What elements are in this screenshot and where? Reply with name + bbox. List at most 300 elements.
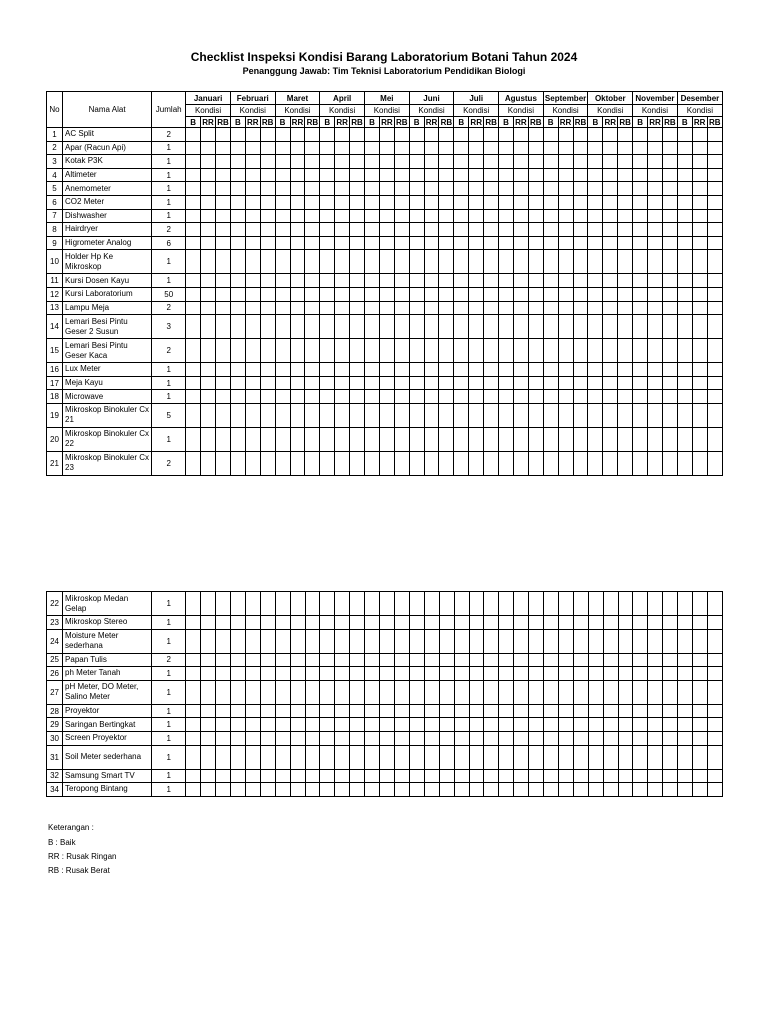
condition-check-cell[interactable] <box>707 168 722 182</box>
condition-check-cell[interactable] <box>544 592 559 616</box>
condition-check-cell[interactable] <box>663 653 678 667</box>
condition-check-cell[interactable] <box>513 274 528 288</box>
condition-check-cell[interactable] <box>394 315 409 339</box>
condition-check-cell[interactable] <box>320 592 335 616</box>
condition-check-cell[interactable] <box>409 451 424 475</box>
condition-check-cell[interactable] <box>678 718 693 732</box>
condition-check-cell[interactable] <box>245 667 260 681</box>
condition-check-cell[interactable] <box>499 390 514 404</box>
condition-check-cell[interactable] <box>335 403 350 427</box>
condition-check-cell[interactable] <box>544 745 559 769</box>
condition-check-cell[interactable] <box>633 223 648 237</box>
condition-check-cell[interactable] <box>543 274 558 288</box>
condition-check-cell[interactable] <box>394 182 409 196</box>
condition-check-cell[interactable] <box>201 629 216 653</box>
condition-check-cell[interactable] <box>648 195 663 209</box>
condition-check-cell[interactable] <box>335 128 350 142</box>
condition-check-cell[interactable] <box>469 745 484 769</box>
condition-check-cell[interactable] <box>201 451 216 475</box>
condition-check-cell[interactable] <box>409 667 424 681</box>
condition-check-cell[interactable] <box>469 667 484 681</box>
condition-check-cell[interactable] <box>663 592 678 616</box>
condition-check-cell[interactable] <box>528 168 543 182</box>
condition-check-cell[interactable] <box>618 195 633 209</box>
condition-check-cell[interactable] <box>573 182 588 196</box>
condition-check-cell[interactable] <box>245 718 260 732</box>
condition-check-cell[interactable] <box>499 616 514 630</box>
condition-check-cell[interactable] <box>275 315 290 339</box>
condition-check-cell[interactable] <box>633 718 648 732</box>
condition-check-cell[interactable] <box>320 236 335 250</box>
condition-check-cell[interactable] <box>588 168 603 182</box>
condition-check-cell[interactable] <box>499 168 514 182</box>
condition-check-cell[interactable] <box>350 592 365 616</box>
condition-check-cell[interactable] <box>320 182 335 196</box>
condition-check-cell[interactable] <box>618 704 633 718</box>
condition-check-cell[interactable] <box>603 195 618 209</box>
condition-check-cell[interactable] <box>454 315 469 339</box>
condition-check-cell[interactable] <box>618 427 633 451</box>
condition-check-cell[interactable] <box>245 301 260 315</box>
condition-check-cell[interactable] <box>588 592 603 616</box>
condition-check-cell[interactable] <box>469 250 484 274</box>
condition-check-cell[interactable] <box>424 616 439 630</box>
condition-check-cell[interactable] <box>409 274 424 288</box>
condition-check-cell[interactable] <box>618 745 633 769</box>
condition-check-cell[interactable] <box>648 376 663 390</box>
condition-check-cell[interactable] <box>588 223 603 237</box>
condition-check-cell[interactable] <box>529 667 544 681</box>
condition-check-cell[interactable] <box>543 155 558 169</box>
condition-check-cell[interactable] <box>231 783 246 797</box>
condition-check-cell[interactable] <box>544 680 559 704</box>
condition-check-cell[interactable] <box>186 274 201 288</box>
condition-check-cell[interactable] <box>305 301 320 315</box>
condition-check-cell[interactable] <box>350 376 365 390</box>
condition-check-cell[interactable] <box>201 287 216 301</box>
condition-check-cell[interactable] <box>439 250 454 274</box>
condition-check-cell[interactable] <box>573 209 588 223</box>
condition-check-cell[interactable] <box>618 315 633 339</box>
condition-check-cell[interactable] <box>588 629 603 653</box>
condition-check-cell[interactable] <box>469 783 484 797</box>
condition-check-cell[interactable] <box>260 274 275 288</box>
condition-check-cell[interactable] <box>335 427 350 451</box>
condition-check-cell[interactable] <box>275 209 290 223</box>
condition-check-cell[interactable] <box>588 718 603 732</box>
condition-check-cell[interactable] <box>678 769 693 783</box>
condition-check-cell[interactable] <box>573 451 588 475</box>
condition-check-cell[interactable] <box>230 376 245 390</box>
condition-check-cell[interactable] <box>484 223 499 237</box>
condition-check-cell[interactable] <box>633 274 648 288</box>
condition-check-cell[interactable] <box>365 390 380 404</box>
condition-check-cell[interactable] <box>693 653 708 667</box>
condition-check-cell[interactable] <box>484 274 499 288</box>
condition-check-cell[interactable] <box>365 128 380 142</box>
condition-check-cell[interactable] <box>424 704 439 718</box>
condition-check-cell[interactable] <box>320 315 335 339</box>
condition-check-cell[interactable] <box>290 667 305 681</box>
condition-check-cell[interactable] <box>692 287 707 301</box>
condition-check-cell[interactable] <box>618 769 633 783</box>
condition-check-cell[interactable] <box>275 223 290 237</box>
condition-check-cell[interactable] <box>469 616 484 630</box>
condition-check-cell[interactable] <box>454 141 469 155</box>
condition-check-cell[interactable] <box>484 783 499 797</box>
condition-check-cell[interactable] <box>216 223 231 237</box>
condition-check-cell[interactable] <box>379 195 394 209</box>
condition-check-cell[interactable] <box>439 616 454 630</box>
condition-check-cell[interactable] <box>544 718 559 732</box>
condition-check-cell[interactable] <box>707 155 722 169</box>
condition-check-cell[interactable] <box>409 704 424 718</box>
condition-check-cell[interactable] <box>365 363 380 377</box>
condition-check-cell[interactable] <box>439 629 454 653</box>
condition-check-cell[interactable] <box>558 427 573 451</box>
condition-check-cell[interactable] <box>692 182 707 196</box>
condition-check-cell[interactable] <box>320 783 335 797</box>
condition-check-cell[interactable] <box>394 403 409 427</box>
condition-check-cell[interactable] <box>707 182 722 196</box>
condition-check-cell[interactable] <box>499 745 514 769</box>
condition-check-cell[interactable] <box>469 287 484 301</box>
condition-check-cell[interactable] <box>365 667 380 681</box>
condition-check-cell[interactable] <box>305 731 320 745</box>
condition-check-cell[interactable] <box>499 182 514 196</box>
condition-check-cell[interactable] <box>409 363 424 377</box>
condition-check-cell[interactable] <box>662 451 677 475</box>
condition-check-cell[interactable] <box>648 629 663 653</box>
condition-check-cell[interactable] <box>469 195 484 209</box>
condition-check-cell[interactable] <box>290 168 305 182</box>
condition-check-cell[interactable] <box>588 783 603 797</box>
condition-check-cell[interactable] <box>678 667 693 681</box>
condition-check-cell[interactable] <box>216 629 231 653</box>
condition-check-cell[interactable] <box>662 195 677 209</box>
condition-check-cell[interactable] <box>558 141 573 155</box>
condition-check-cell[interactable] <box>454 376 469 390</box>
condition-check-cell[interactable] <box>529 704 544 718</box>
condition-check-cell[interactable] <box>305 141 320 155</box>
condition-check-cell[interactable] <box>365 250 380 274</box>
condition-check-cell[interactable] <box>245 592 260 616</box>
condition-check-cell[interactable] <box>290 680 305 704</box>
condition-check-cell[interactable] <box>662 250 677 274</box>
condition-check-cell[interactable] <box>290 141 305 155</box>
condition-check-cell[interactable] <box>424 390 439 404</box>
condition-check-cell[interactable] <box>394 141 409 155</box>
condition-check-cell[interactable] <box>648 339 663 363</box>
condition-check-cell[interactable] <box>677 339 692 363</box>
condition-check-cell[interactable] <box>543 427 558 451</box>
condition-check-cell[interactable] <box>275 128 290 142</box>
condition-check-cell[interactable] <box>677 141 692 155</box>
condition-check-cell[interactable] <box>618 339 633 363</box>
condition-check-cell[interactable] <box>603 155 618 169</box>
condition-check-cell[interactable] <box>245 236 260 250</box>
condition-check-cell[interactable] <box>603 287 618 301</box>
condition-check-cell[interactable] <box>499 195 514 209</box>
condition-check-cell[interactable] <box>439 287 454 301</box>
condition-check-cell[interactable] <box>529 592 544 616</box>
condition-check-cell[interactable] <box>708 680 723 704</box>
condition-check-cell[interactable] <box>648 363 663 377</box>
condition-check-cell[interactable] <box>439 236 454 250</box>
condition-check-cell[interactable] <box>454 236 469 250</box>
condition-check-cell[interactable] <box>707 427 722 451</box>
condition-check-cell[interactable] <box>648 315 663 339</box>
condition-check-cell[interactable] <box>216 769 231 783</box>
condition-check-cell[interactable] <box>529 783 544 797</box>
condition-check-cell[interactable] <box>648 236 663 250</box>
condition-check-cell[interactable] <box>678 653 693 667</box>
condition-check-cell[interactable] <box>335 274 350 288</box>
condition-check-cell[interactable] <box>216 301 231 315</box>
condition-check-cell[interactable] <box>409 592 424 616</box>
condition-check-cell[interactable] <box>230 403 245 427</box>
condition-check-cell[interactable] <box>335 141 350 155</box>
condition-check-cell[interactable] <box>708 731 723 745</box>
condition-check-cell[interactable] <box>529 769 544 783</box>
condition-check-cell[interactable] <box>380 769 395 783</box>
condition-check-cell[interactable] <box>469 209 484 223</box>
condition-check-cell[interactable] <box>514 629 529 653</box>
condition-check-cell[interactable] <box>514 745 529 769</box>
condition-check-cell[interactable] <box>305 376 320 390</box>
condition-check-cell[interactable] <box>305 363 320 377</box>
condition-check-cell[interactable] <box>305 769 320 783</box>
condition-check-cell[interactable] <box>588 376 603 390</box>
condition-check-cell[interactable] <box>335 315 350 339</box>
condition-check-cell[interactable] <box>513 427 528 451</box>
condition-check-cell[interactable] <box>513 287 528 301</box>
condition-check-cell[interactable] <box>558 155 573 169</box>
condition-check-cell[interactable] <box>201 128 216 142</box>
condition-check-cell[interactable] <box>484 390 499 404</box>
condition-check-cell[interactable] <box>320 195 335 209</box>
condition-check-cell[interactable] <box>230 363 245 377</box>
condition-check-cell[interactable] <box>231 629 246 653</box>
condition-check-cell[interactable] <box>186 390 201 404</box>
condition-check-cell[interactable] <box>230 451 245 475</box>
condition-check-cell[interactable] <box>454 223 469 237</box>
condition-check-cell[interactable] <box>708 783 723 797</box>
condition-check-cell[interactable] <box>350 236 365 250</box>
condition-check-cell[interactable] <box>484 427 499 451</box>
condition-check-cell[interactable] <box>260 236 275 250</box>
condition-check-cell[interactable] <box>394 680 409 704</box>
condition-check-cell[interactable] <box>245 390 260 404</box>
condition-check-cell[interactable] <box>618 236 633 250</box>
condition-check-cell[interactable] <box>633 403 648 427</box>
condition-check-cell[interactable] <box>290 376 305 390</box>
condition-check-cell[interactable] <box>335 209 350 223</box>
condition-check-cell[interactable] <box>707 287 722 301</box>
condition-check-cell[interactable] <box>275 680 290 704</box>
condition-check-cell[interactable] <box>424 287 439 301</box>
condition-check-cell[interactable] <box>424 195 439 209</box>
condition-check-cell[interactable] <box>186 301 201 315</box>
condition-check-cell[interactable] <box>707 141 722 155</box>
condition-check-cell[interactable] <box>603 376 618 390</box>
condition-check-cell[interactable] <box>201 680 216 704</box>
condition-check-cell[interactable] <box>558 250 573 274</box>
condition-check-cell[interactable] <box>513 301 528 315</box>
condition-check-cell[interactable] <box>201 745 216 769</box>
condition-check-cell[interactable] <box>275 616 290 630</box>
condition-check-cell[interactable] <box>678 731 693 745</box>
condition-check-cell[interactable] <box>528 376 543 390</box>
condition-check-cell[interactable] <box>231 745 246 769</box>
condition-check-cell[interactable] <box>320 451 335 475</box>
condition-check-cell[interactable] <box>543 195 558 209</box>
condition-check-cell[interactable] <box>528 427 543 451</box>
condition-check-cell[interactable] <box>275 783 290 797</box>
condition-check-cell[interactable] <box>663 769 678 783</box>
condition-check-cell[interactable] <box>708 653 723 667</box>
condition-check-cell[interactable] <box>439 155 454 169</box>
condition-check-cell[interactable] <box>603 209 618 223</box>
condition-check-cell[interactable] <box>439 718 454 732</box>
condition-check-cell[interactable] <box>290 128 305 142</box>
condition-check-cell[interactable] <box>692 155 707 169</box>
condition-check-cell[interactable] <box>633 592 648 616</box>
condition-check-cell[interactable] <box>201 315 216 339</box>
condition-check-cell[interactable] <box>245 128 260 142</box>
condition-check-cell[interactable] <box>499 592 514 616</box>
condition-check-cell[interactable] <box>588 704 603 718</box>
condition-check-cell[interactable] <box>201 427 216 451</box>
condition-check-cell[interactable] <box>201 168 216 182</box>
condition-check-cell[interactable] <box>648 680 663 704</box>
condition-check-cell[interactable] <box>648 287 663 301</box>
condition-check-cell[interactable] <box>394 128 409 142</box>
condition-check-cell[interactable] <box>305 667 320 681</box>
condition-check-cell[interactable] <box>603 451 618 475</box>
condition-check-cell[interactable] <box>633 363 648 377</box>
condition-check-cell[interactable] <box>469 390 484 404</box>
condition-check-cell[interactable] <box>260 223 275 237</box>
condition-check-cell[interactable] <box>707 451 722 475</box>
condition-check-cell[interactable] <box>678 745 693 769</box>
condition-check-cell[interactable] <box>692 209 707 223</box>
condition-check-cell[interactable] <box>201 155 216 169</box>
condition-check-cell[interactable] <box>275 301 290 315</box>
condition-check-cell[interactable] <box>409 390 424 404</box>
condition-check-cell[interactable] <box>216 745 231 769</box>
condition-check-cell[interactable] <box>648 745 663 769</box>
condition-check-cell[interactable] <box>692 195 707 209</box>
condition-check-cell[interactable] <box>707 315 722 339</box>
condition-check-cell[interactable] <box>618 182 633 196</box>
condition-check-cell[interactable] <box>469 182 484 196</box>
condition-check-cell[interactable] <box>573 653 588 667</box>
condition-check-cell[interactable] <box>633 616 648 630</box>
condition-check-cell[interactable] <box>499 376 514 390</box>
condition-check-cell[interactable] <box>618 287 633 301</box>
condition-check-cell[interactable] <box>201 376 216 390</box>
condition-check-cell[interactable] <box>186 769 201 783</box>
condition-check-cell[interactable] <box>439 141 454 155</box>
condition-check-cell[interactable] <box>216 451 231 475</box>
condition-check-cell[interactable] <box>662 427 677 451</box>
condition-check-cell[interactable] <box>692 141 707 155</box>
condition-check-cell[interactable] <box>484 155 499 169</box>
condition-check-cell[interactable] <box>514 667 529 681</box>
condition-check-cell[interactable] <box>379 287 394 301</box>
condition-check-cell[interactable] <box>603 616 618 630</box>
condition-check-cell[interactable] <box>603 223 618 237</box>
condition-check-cell[interactable] <box>648 704 663 718</box>
condition-check-cell[interactable] <box>484 182 499 196</box>
condition-check-cell[interactable] <box>499 223 514 237</box>
condition-check-cell[interactable] <box>558 315 573 339</box>
condition-check-cell[interactable] <box>216 731 231 745</box>
condition-check-cell[interactable] <box>573 315 588 339</box>
condition-check-cell[interactable] <box>201 653 216 667</box>
condition-check-cell[interactable] <box>603 592 618 616</box>
condition-check-cell[interactable] <box>186 376 201 390</box>
condition-check-cell[interactable] <box>350 195 365 209</box>
condition-check-cell[interactable] <box>708 704 723 718</box>
condition-check-cell[interactable] <box>424 315 439 339</box>
condition-check-cell[interactable] <box>692 451 707 475</box>
condition-check-cell[interactable] <box>201 236 216 250</box>
condition-check-cell[interactable] <box>528 209 543 223</box>
condition-check-cell[interactable] <box>648 128 663 142</box>
condition-check-cell[interactable] <box>186 315 201 339</box>
condition-check-cell[interactable] <box>454 745 469 769</box>
condition-check-cell[interactable] <box>469 427 484 451</box>
condition-check-cell[interactable] <box>469 301 484 315</box>
condition-check-cell[interactable] <box>335 745 350 769</box>
condition-check-cell[interactable] <box>305 745 320 769</box>
condition-check-cell[interactable] <box>305 616 320 630</box>
condition-check-cell[interactable] <box>424 223 439 237</box>
condition-check-cell[interactable] <box>350 209 365 223</box>
condition-check-cell[interactable] <box>201 783 216 797</box>
condition-check-cell[interactable] <box>513 339 528 363</box>
condition-check-cell[interactable] <box>365 592 380 616</box>
condition-check-cell[interactable] <box>365 236 380 250</box>
condition-check-cell[interactable] <box>305 315 320 339</box>
condition-check-cell[interactable] <box>335 680 350 704</box>
condition-check-cell[interactable] <box>692 250 707 274</box>
condition-check-cell[interactable] <box>663 783 678 797</box>
condition-check-cell[interactable] <box>216 680 231 704</box>
condition-check-cell[interactable] <box>454 653 469 667</box>
condition-check-cell[interactable] <box>350 403 365 427</box>
condition-check-cell[interactable] <box>245 376 260 390</box>
condition-check-cell[interactable] <box>558 769 573 783</box>
condition-check-cell[interactable] <box>365 704 380 718</box>
condition-check-cell[interactable] <box>350 769 365 783</box>
condition-check-cell[interactable] <box>528 141 543 155</box>
condition-check-cell[interactable] <box>484 718 499 732</box>
condition-check-cell[interactable] <box>528 274 543 288</box>
condition-check-cell[interactable] <box>633 629 648 653</box>
condition-check-cell[interactable] <box>513 403 528 427</box>
condition-check-cell[interactable] <box>231 718 246 732</box>
condition-check-cell[interactable] <box>603 718 618 732</box>
condition-check-cell[interactable] <box>424 209 439 223</box>
condition-check-cell[interactable] <box>216 363 231 377</box>
condition-check-cell[interactable] <box>528 403 543 427</box>
condition-check-cell[interactable] <box>365 141 380 155</box>
condition-check-cell[interactable] <box>648 451 663 475</box>
condition-check-cell[interactable] <box>588 680 603 704</box>
